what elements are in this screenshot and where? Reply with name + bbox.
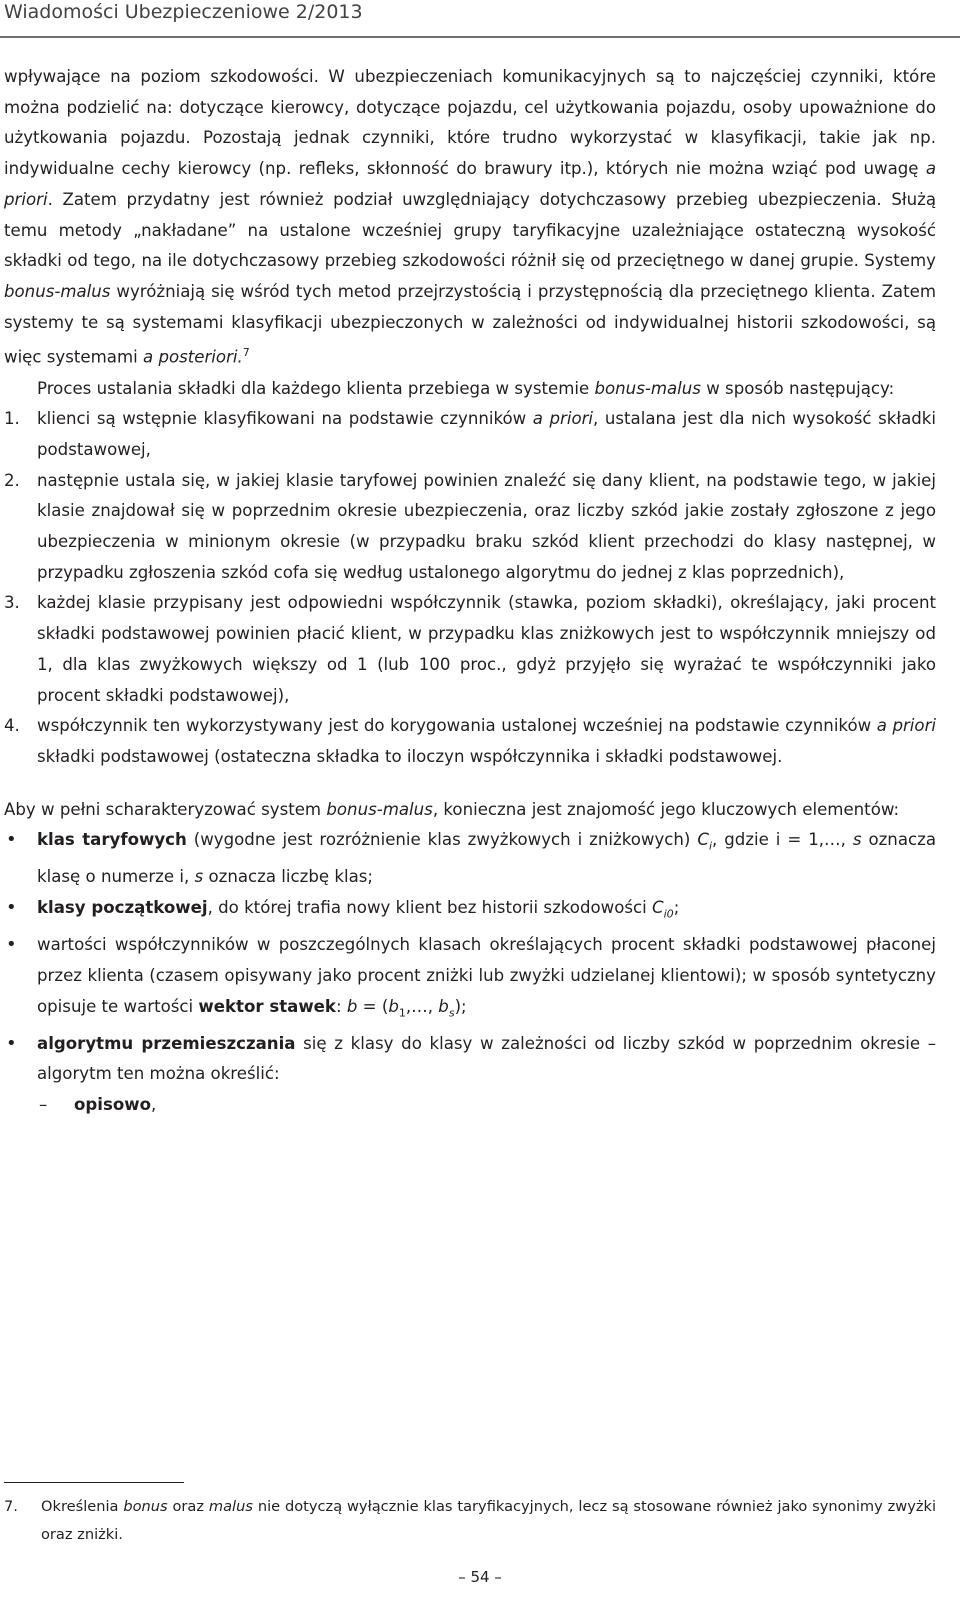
math-subscript: i [708, 839, 713, 853]
math-var: C [652, 898, 664, 918]
text: nie dotyczą wyłącznie klas taryfikacyjnych, lecz są stosowane również jako synonimy zwyżki oraz zniżki. [41, 1498, 936, 1543]
text-bold: wektor stawek [198, 996, 336, 1016]
text-italic: a priori [532, 409, 594, 429]
text: Określenia [41, 1498, 124, 1515]
paragraph [4, 795, 936, 826]
dash-icon: – [39, 1094, 48, 1114]
footnote-reference[interactable]: 7 [242, 346, 250, 360]
text: oraz [167, 1498, 209, 1515]
text-bold: algorytmu przemieszczania [37, 1033, 296, 1053]
text-bold: klas taryfowych [37, 830, 187, 850]
text-italic: a priori [876, 716, 937, 736]
list-number: 4. [4, 716, 20, 736]
math-var: b [438, 996, 449, 1016]
footnote-text [4, 1493, 936, 1549]
text: = ( [357, 996, 389, 1016]
sub-list-item [4, 1090, 936, 1121]
text-italic: bonus-malus [4, 281, 111, 301]
list-item [4, 588, 936, 711]
text: w sposób następujący: [700, 378, 895, 398]
math-subscript: i0 [663, 907, 674, 921]
text: następnie ustala się, w jakiej klasie taryfowej powinien znaleźć się dany klient, na podstawie tego, w jakiej klasie znajdował się w poprzednim okresie ubezpieczenia, oraz liczby szkód jakie zostały zgłoszone z jego ubezpieczenia w minionym okresie (w przypadku braku szkód klient przechodzi do klasy następnej, w przypadku zgłoszenia szkód cofa się według ustalonego algorytmu do jednej z klas poprzednich), [37, 470, 936, 582]
text: (wygodne jest rozróżnienie klas zwyżkowych i zniżkowych) [186, 830, 698, 850]
text: wpływające na poziom szkodowości. W ubezpieczeniach komunikacyjnych są to najczęściej czynniki, które można podzielić na: dotyczące kierowcy, dotyczące pojazdu, cel użytkowania pojazdu, osoby upoważnione do użytkowania pojazdu. Pozostają jednak czynniki, które trudno wykorzystać w klasyfikacji, takie jak np. indywidualne cechy kierowcy (np. refleks, skłonność do brawury itp.), których nie można wziąć pod uwagę [4, 67, 936, 179]
text: Proces ustalania składki dla każdego klienta przebiega w systemie [37, 378, 595, 398]
bullet-icon: • [6, 897, 17, 919]
bullet-icon: • [6, 829, 17, 851]
math-var: b [388, 996, 399, 1016]
text-italic: bonus-malus [594, 378, 701, 398]
text: wartości współczynników w poszczególnych klasach określających procent składki podstawowej płaconej przez klienta (czasem opisywany jako procent zniżki lub zwyżki udzielanej klientowi); w sposób syntetyczny opisuje te wartości [37, 935, 936, 1016]
text: każdej klasie przypisany jest odpowiedni współczynnik (stawka, poziom składki), określający, jaki procent składki podstawowej powinien płacić klient, w przypadku klas zniżkowych jest to współczynnik mniejszy od 1, dla klas zwyżkowych większy od 1 (lub 100 proc., gdyż przyjęło się wyrażać te współczynniki jako procent składki podstawowej), [37, 593, 936, 705]
list-item [4, 893, 936, 930]
bullet-list [4, 825, 936, 1090]
bullet-icon: • [6, 1032, 17, 1054]
list-item [4, 1029, 936, 1090]
body-text [4, 62, 936, 1121]
journal-title: Wiadomości Ubezpieczeniowe 2/2013 [4, 1, 363, 23]
text: ; [673, 898, 680, 918]
text: współczynnik ten wykorzystywany jest do korygowania ustalonej wcześniej na podstawie czynników [37, 716, 877, 736]
math-var: s [852, 830, 862, 850]
text: Aby w pełni scharakteryzować system [4, 799, 327, 819]
paragraph [4, 62, 936, 374]
bullet-icon: • [6, 934, 17, 956]
list-number: 2. [4, 470, 20, 490]
text-italic: a priori [4, 159, 936, 209]
text: , do której trafia nowy klient bez historii szkodowości [207, 898, 653, 918]
list-item [4, 825, 936, 893]
math-var: b [346, 996, 358, 1016]
page-number: – 54 – [458, 1568, 502, 1586]
text-italic: bonus-malus [326, 799, 433, 819]
list-number: 1. [4, 409, 20, 429]
text: , konieczna jest znajomość jego kluczowych elementów: [432, 799, 900, 819]
footnote-number: 7. [4, 1498, 18, 1515]
text-italic: bonus [123, 1498, 168, 1515]
text: : [335, 996, 347, 1016]
list-item [4, 930, 936, 1028]
list-item [4, 404, 936, 465]
math-var: C [697, 830, 709, 850]
text: . Zatem przydatny jest również podział uwzględniający dotychczasowy przebieg ubezpieczenia. Służą temu metody „nakładane” na ustalone wcześniej grupy taryfikacyjne uzależniające ostateczną wysokość składki od tego, na ile dotychczasowy przebieg szkodowości różnił się od przeciętnego w danej grupie. Systemy [4, 189, 936, 271]
text: , gdzie i = 1,…, [712, 830, 853, 850]
page-header [0, 0, 960, 38]
text-bold: klasy początkowej [37, 898, 208, 918]
text: ,…, [405, 996, 439, 1016]
list-item [4, 711, 936, 772]
math-subscript: 1 [398, 1005, 406, 1019]
text: oznacza liczbę klas; [203, 867, 373, 887]
text: ); [454, 996, 467, 1016]
list-item [4, 466, 936, 589]
math-subscript: s [448, 1005, 455, 1019]
list-number: 3. [4, 593, 20, 613]
text-italic: a posteriori. [143, 347, 243, 367]
footnote-divider [4, 1482, 184, 1483]
text: , ustalana jest dla nich wysokość składki podstawowej, [37, 409, 937, 459]
numbered-list [4, 404, 936, 772]
spacer [4, 773, 936, 795]
text-bold: opisowo [74, 1094, 151, 1114]
text: składki podstawowej (ostateczna składka to iloczyn współczynnika i składki podstawowej. [37, 747, 783, 766]
math-var: s [194, 867, 204, 887]
text-italic: malus [208, 1498, 253, 1515]
text: , [150, 1094, 157, 1114]
paragraph [4, 374, 936, 405]
text: wyróżniają się wśród tych metod przejrzystością i przystępnością dla przeciętnego klienta. Zatem systemy te są systemami klasyfikacji ubezpieczonych w zależności od indywidualnej historii szkodowości, są więc systemami [4, 281, 936, 367]
footnote [4, 1493, 936, 1549]
text: oznacza klasę o numerze i, [37, 830, 936, 887]
text: klienci są wstępnie klasyfikowani na podstawie czynników [37, 409, 533, 429]
text: się z klasy do klasy w zależności od liczby szkód w poprzednim okresie – algorytm ten można określić: [37, 1033, 937, 1084]
